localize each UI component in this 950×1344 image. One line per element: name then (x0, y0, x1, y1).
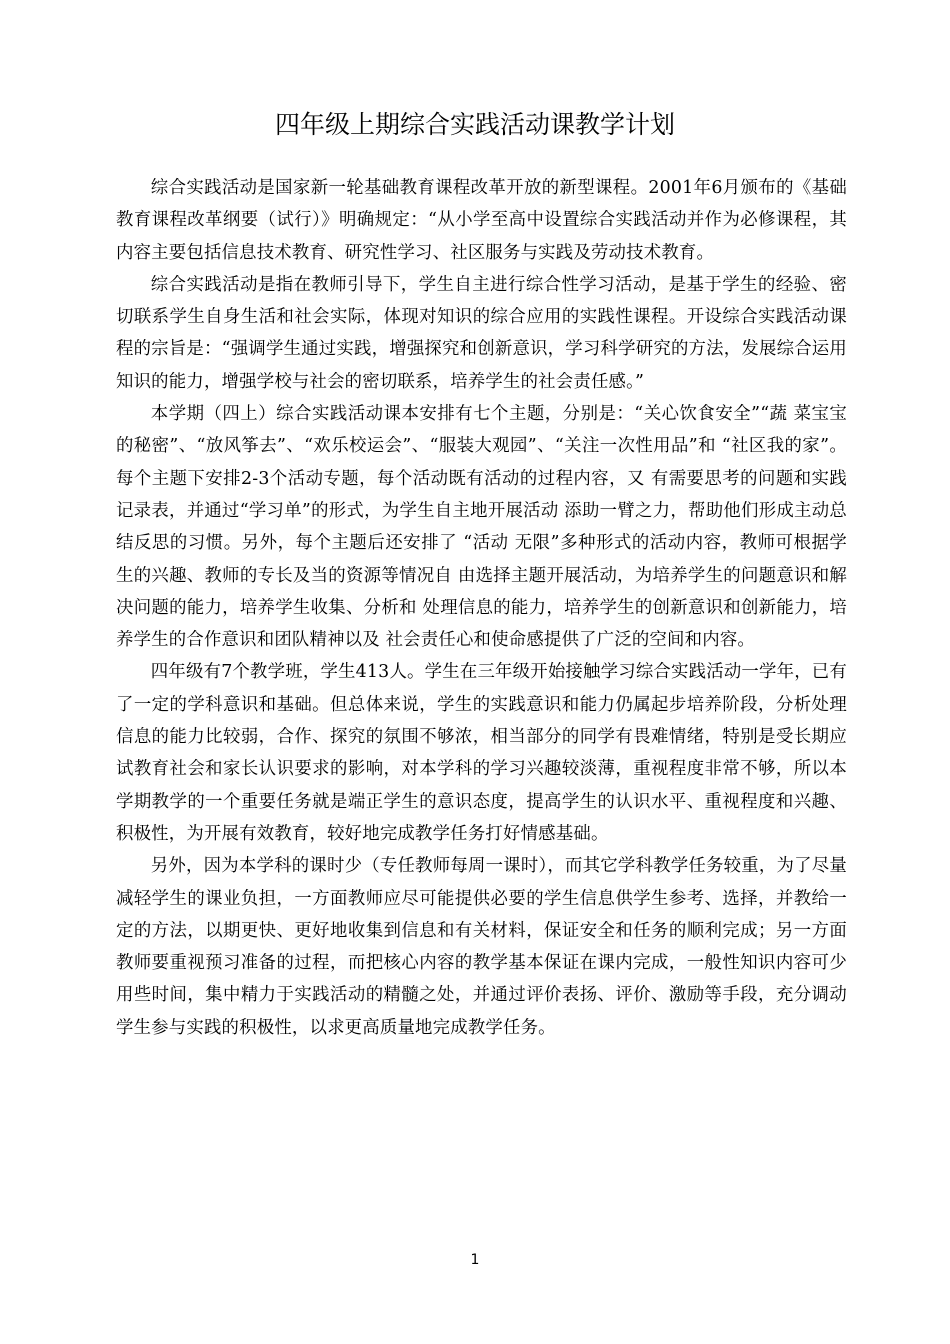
document-body (116, 172, 847, 1044)
paragraph-2: 综合实践活动是指在教师引导下，学生自主进行综合性学习活动，是基于学生的经验、密切联系学生自身生活和社会实际，体现对知识的综合应用的实践性课程。开设综合实践活动课程的宗旨是：“强调学生通过实践，增强探究和创新意识，学习科学研究的方法，发展综合运用知识的能力，增强学校与社会的密切联系，培养学生的社会责任感。” (116, 274, 847, 392)
paragraph-3: 本学期（四上）综合实践活动课本安排有七个主题，分别是：“关心饮食安全”“蔬 菜宝宝的秘密”、“放风筝去”、“欢乐校运会”、“服装大观园”、“关注一次性用品”和 “社区我的家”。每个主题下安排2-3个活动专题，每个活动既有活动的过程内容，又 有需要思考的问题和实践记录表，并通过“学习单”的形式，为学生自主地开展活动 添助一臂之力，帮助他们形成主动总结反思的习惯。另外，每个主题后还安排了 “活动 无限”多种形式的活动内容，教师可根据学生的兴趣、教师的专长及当的资源等情况自 由选择主题开展活动，为培养学生的问题意识和解决问题的能力，培养学生收集、分析和 处理信息的能力，培养学生的创新意识和创新能力，培养学生的合作意识和团队精神以及 社会责任心和使命感提供了广泛的空间和内容。 (116, 404, 847, 651)
paragraph-5: 另外，因为本学科的课时少（专任教师每周一课时），而其它学科教学任务较重，为了尽量减轻学生的课业负担，一方面教师应尽可能提供必要的学生信息供学生参考、选择，并教给一定的方法，以期更快、更好地收集到信息和有关材料，保证安全和任务的顺利完成；另一方面教师要重视预习准备的过程，而把核心内容的教学基本保证在课内完成，一般性知识内容可少用些时间，集中精力于实践活动的精髓之处，并通过评价表扬、评价、激励等手段，充分调动学生参与实践的积极性，以求更高质量地完成教学任务。 (116, 856, 847, 1038)
page-number: 1 (470, 1252, 480, 1268)
paragraph-1: 综合实践活动是国家新一轮基础教育课程改革开放的新型课程。2001年6月颁布的《基础教育课程改革纲要（试行）》明确规定：“从小学至高中设置综合实践活动并作为必修课程，其内容主要包括信息技术教育、研究性学习、社区服务与实践及劳动技术教育。 (116, 178, 847, 263)
document-title: 四年级上期综合实践活动课教学计划 (274, 110, 675, 139)
paragraph-4: 四年级有7个教学班，学生413人。学生在三年级开始接触学习综合实践活动一学年，已有了一定的学科意识和基础。但总体来说，学生的实践意识和能力仍属起步培养阶段，分析处理信息的能力比较弱，合作、探究的氛围不够浓，相当部分的同学有畏难情绪，特别是受长期应试教育社会和家长认识要求的影响，对本学科的学习兴趣较淡薄，重视程度非常不够，所以本学期教学的一个重要任务就是端正学生的意识态度，提高学生的认识水平、重视程度和兴趣、积极性，为开展有效教育，较好地完成教学任务打好情感基础。 (116, 662, 847, 844)
